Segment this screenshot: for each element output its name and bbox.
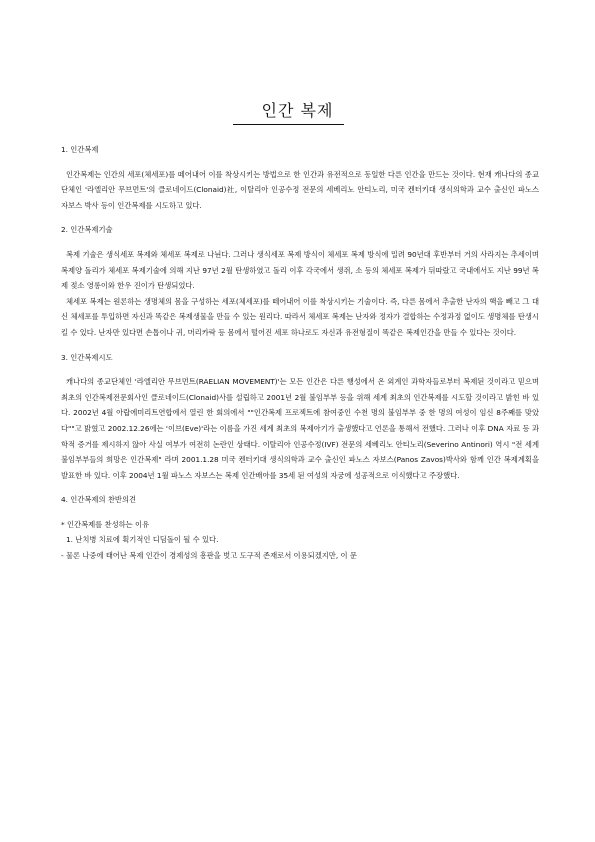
body-paragraph: 인간복제는 인간의 세포(체세포)를 떼어내어 이를 착상시키는 방법으로 한 인간과 유전적으로 동일한 다른 인간을 만드는 것이다. 현재 캐나다의 종교단체인 '라엘리안 무브먼트'의 클로네이드(Clonaid)社, 이탈리아 인공수정 전문의 세베리노 안티노리, 미국 켄터키대 생식의학과 교수 출신인 파노스 자보스 박사 등이 인간복제를 시도하고 있다. (61, 169, 539, 210)
document-title: 인간 복제 (261, 101, 334, 120)
body-paragraph: 복제 기술은 생식세포 복제와 체세포 복제로 나뉜다. 그러나 생식세포 복제 방식이 체세포 복제 방식에 밀려 90년대 후반부터 거의 사라지는 추세이며 복제양 돌리가 체세포 복제기술에 의해 지난 97년 2월 탄생하였고 돌리 이후 각국에서 생쥐, 소 등의 체세포 복제가 뒤따랐고 국내에서도 지난 99년 복제 젖소 영롱이와 한우 진이가 탄생되었다. (61, 249, 539, 291)
section-heading: 1. 인간복제 (61, 145, 99, 154)
section-cloning-attempts (61, 350, 539, 484)
body-paragraph: 체세포 복제는 원론하는 생명체의 몸을 구성하는 세포(체세포)를 떼어내어 이를 착상시키는 기술이다. 즉, 다른 몸에서 추출한 난자의 핵을 빼고 그 대신 체세포를 투입하면 자신과 똑같은 복제생물을 만들 수 있는 원리다. 따라서 체세포 복제는 난자와 정자가 결합하는 수정과정 없이도 생명체를 탄생시킬 수 있다. 난자만 있다면 손톱이나 귀, 머리카락 등 몸에서 떨어진 세포 하나로도 자신과 유전형질이 똑같은 복제인간을 만들 수 있다는 것이다. (61, 296, 539, 337)
list-heading: * 인간복제를 찬성하는 이유 (61, 519, 150, 529)
section-heading: 4. 인간복제의 찬반의견 (61, 495, 137, 505)
title-underline (233, 124, 344, 125)
list-item: 1. 난치병 치료에 획기적인 디딤돌이 될 수 있다. (66, 535, 219, 545)
section-human-cloning (61, 142, 539, 213)
document-body (61, 142, 539, 564)
body-paragraph: 캐나다의 종교단체인 '라엘리안 무브먼트(RAELIAN MOVEMENT)'는 모든 인간은 다른 행성에서 온 외계인 과학자들로부터 복제된 것이라고 믿으며 최초의 인간복제전문회사인 클로네이드(Clonaid)사를 설립하고 2001년 2월 불임부부 등을 위해 세계 최초의 인간복제를 시도할 것이라고 밝힌 바 있다. 2002년 4월 아랍에미리트연합에서 열린 한 회의에서 ""인간복제 프로젝트에 참여중인 수천 명의 불임부부 중 한 명의 여성이 임신 8주째를 맞았다""고 밝혔고 2002.12.26에는 '이브(Eve)'라는 이름을 가진 세계 최초의 복제아기가 출생했다고 언론을 통해서 전했다. 그러나 이후 DNA 자료 등 과학적 증거를 제시하지 않아 사실 여부가 여전히 논란인 상태다. 이탈리아 인공수정(IVF) 전문의 세베리노 안티노리(Severino Antinori) 역시 "전 세계 불임부부들의 희망은 인간복제" 라며 2001.1.28 미국 켄터키대 생식의학과 교수 출신인 파노스 자보스(Panos Zavos)박사와 함께 인간 복제계획을 발표한 바 있다. 이후 2004년 1월 파노스 자보스는 복제 인간배아를 35세 된 여성의 자궁에 성공적으로 이식했다고 주장했다. (61, 377, 539, 480)
section-heading: 3. 인간복제시도 (61, 352, 113, 362)
section-cloning-technology (61, 222, 539, 340)
list-item: - 물론 나중에 태어난 복제 인간이 경제성의 흥판을 벗고 도구적 존재로서 이용되겠지만, 이 문 (61, 551, 357, 561)
section-pros-and-cons (61, 492, 539, 563)
section-heading: 2. 인간복제기술 (61, 225, 113, 235)
